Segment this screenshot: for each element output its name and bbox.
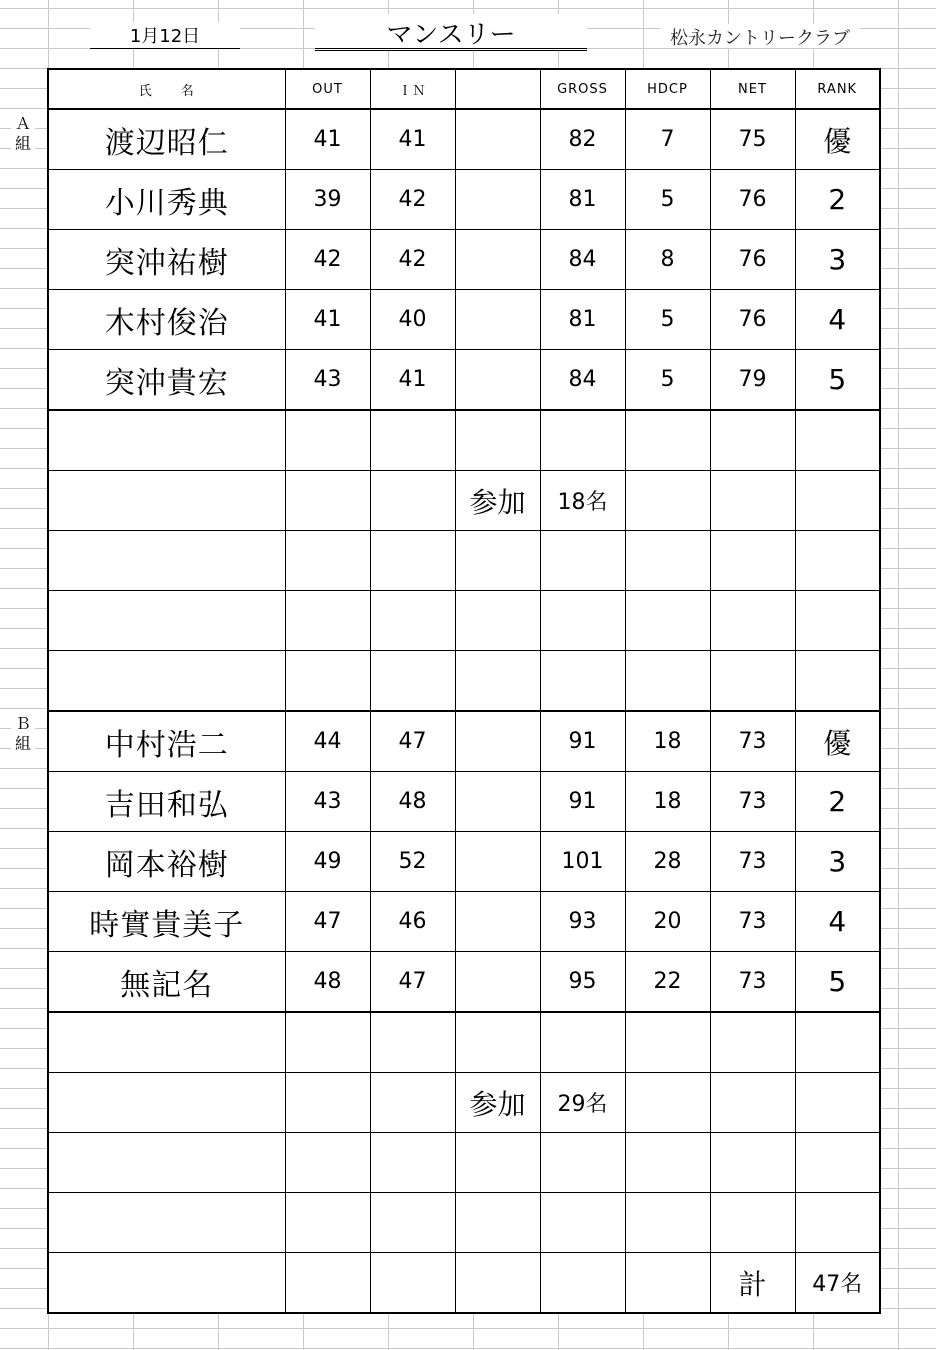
player-name: 小川秀典 xyxy=(48,170,285,230)
rank-value: 3 xyxy=(795,832,880,892)
in-score: 52 xyxy=(370,832,455,892)
table-row xyxy=(48,109,880,170)
gross-score: 95 xyxy=(540,952,625,1013)
total-row xyxy=(48,1253,880,1314)
participation-row-b xyxy=(48,1073,880,1133)
results-table xyxy=(47,68,881,1314)
total-label: 計 xyxy=(710,1253,795,1314)
rank-value: 5 xyxy=(795,952,880,1013)
participation-count: 18名 xyxy=(540,471,625,531)
blank-cell xyxy=(455,711,540,772)
blank-cell xyxy=(455,109,540,170)
table-row xyxy=(48,230,880,290)
table-row xyxy=(48,832,880,892)
net-score: 73 xyxy=(710,952,795,1013)
hdcp-value: 5 xyxy=(625,170,710,230)
blank-cell xyxy=(455,170,540,230)
in-score: 48 xyxy=(370,772,455,832)
col-name-header: 氏 名 xyxy=(48,69,285,109)
player-name: 無記名 xyxy=(48,952,285,1013)
rank-value: 2 xyxy=(795,772,880,832)
table-row xyxy=(48,350,880,411)
in-score: 47 xyxy=(370,711,455,772)
participation-row-a xyxy=(48,471,880,531)
hdcp-value: 28 xyxy=(625,832,710,892)
rank-value: 4 xyxy=(795,892,880,952)
date-label: 1月12日 xyxy=(90,22,240,49)
player-name: 岡本裕樹 xyxy=(48,832,285,892)
empty-row xyxy=(48,1012,880,1073)
gross-score: 82 xyxy=(540,109,625,170)
group-a-kumi: 組 xyxy=(14,134,31,153)
blank-cell xyxy=(455,892,540,952)
net-score: 79 xyxy=(710,350,795,411)
net-score: 76 xyxy=(710,290,795,350)
empty-row xyxy=(48,1193,880,1253)
gross-score: 81 xyxy=(540,290,625,350)
blank-cell xyxy=(455,832,540,892)
rank-value: 4 xyxy=(795,290,880,350)
player-name: 木村俊治 xyxy=(48,290,285,350)
table-row xyxy=(48,170,880,230)
out-score: 49 xyxy=(285,832,370,892)
col-hdcp-header: HDCP xyxy=(625,69,710,109)
hdcp-value: 5 xyxy=(625,350,710,411)
hdcp-value: 20 xyxy=(625,892,710,952)
out-score: 44 xyxy=(285,711,370,772)
hdcp-value: 7 xyxy=(625,109,710,170)
col-out-header: OUT xyxy=(285,69,370,109)
in-score: 46 xyxy=(370,892,455,952)
blank-cell xyxy=(455,350,540,411)
empty-row xyxy=(48,651,880,712)
table-row xyxy=(48,772,880,832)
participation-count: 29名 xyxy=(540,1073,625,1133)
hdcp-value: 8 xyxy=(625,230,710,290)
header-row xyxy=(48,69,880,109)
rank-value: 優 xyxy=(795,711,880,772)
net-score: 76 xyxy=(710,230,795,290)
hdcp-value: 18 xyxy=(625,711,710,772)
net-score: 73 xyxy=(710,711,795,772)
total-count: 47名 xyxy=(795,1253,880,1314)
table-row xyxy=(48,711,880,772)
net-score: 73 xyxy=(710,832,795,892)
rank-value: 5 xyxy=(795,350,880,411)
player-name: 渡辺昭仁 xyxy=(48,109,285,170)
col-net-header: NET xyxy=(710,69,795,109)
blank-cell xyxy=(455,290,540,350)
player-name: 突沖祐樹 xyxy=(48,230,285,290)
empty-row xyxy=(48,410,880,471)
in-score: 42 xyxy=(370,170,455,230)
blank-cell xyxy=(455,772,540,832)
net-score: 73 xyxy=(710,892,795,952)
empty-row xyxy=(48,1133,880,1193)
gross-score: 81 xyxy=(540,170,625,230)
net-score: 76 xyxy=(710,170,795,230)
out-score: 48 xyxy=(285,952,370,1013)
gross-score: 84 xyxy=(540,350,625,411)
player-name: 吉田和弘 xyxy=(48,772,285,832)
rank-value: 2 xyxy=(795,170,880,230)
player-name: 時實貴美子 xyxy=(48,892,285,952)
empty-row xyxy=(48,531,880,591)
page-title: マンスリー xyxy=(315,14,587,51)
blank-cell xyxy=(455,230,540,290)
col-gross-header: GROSS xyxy=(540,69,625,109)
club-name: 松永カントリークラブ xyxy=(660,24,860,48)
group-b-kumi: 組 xyxy=(14,734,31,753)
gross-score: 91 xyxy=(540,711,625,772)
out-score: 39 xyxy=(285,170,370,230)
in-score: 40 xyxy=(370,290,455,350)
rank-value: 3 xyxy=(795,230,880,290)
hdcp-value: 5 xyxy=(625,290,710,350)
table-row xyxy=(48,892,880,952)
col-blank-header xyxy=(455,69,540,109)
out-score: 41 xyxy=(285,290,370,350)
participation-label: 参加 xyxy=(455,1073,540,1133)
out-score: 43 xyxy=(285,772,370,832)
group-a-label xyxy=(11,114,35,154)
group-a-letter: Ａ xyxy=(14,114,31,133)
out-score: 47 xyxy=(285,892,370,952)
player-name: 突沖貴宏 xyxy=(48,350,285,411)
blank-cell xyxy=(455,952,540,1013)
gross-score: 101 xyxy=(540,832,625,892)
gross-score: 93 xyxy=(540,892,625,952)
out-score: 42 xyxy=(285,230,370,290)
out-score: 41 xyxy=(285,109,370,170)
gross-score: 84 xyxy=(540,230,625,290)
out-score: 43 xyxy=(285,350,370,411)
participation-label: 参加 xyxy=(455,471,540,531)
in-score: 47 xyxy=(370,952,455,1013)
in-score: 41 xyxy=(370,109,455,170)
table-row xyxy=(48,952,880,1013)
rank-value: 優 xyxy=(795,109,880,170)
net-score: 73 xyxy=(710,772,795,832)
col-in-header: ＩＮ xyxy=(370,69,455,109)
in-score: 42 xyxy=(370,230,455,290)
table-row xyxy=(48,290,880,350)
in-score: 41 xyxy=(370,350,455,411)
col-rank-header: RANK xyxy=(795,69,880,109)
hdcp-value: 18 xyxy=(625,772,710,832)
hdcp-value: 22 xyxy=(625,952,710,1013)
group-b-letter: Ｂ xyxy=(14,714,31,733)
empty-row xyxy=(48,591,880,651)
gross-score: 91 xyxy=(540,772,625,832)
group-b-label xyxy=(11,714,35,754)
player-name: 中村浩二 xyxy=(48,711,285,772)
net-score: 75 xyxy=(710,109,795,170)
